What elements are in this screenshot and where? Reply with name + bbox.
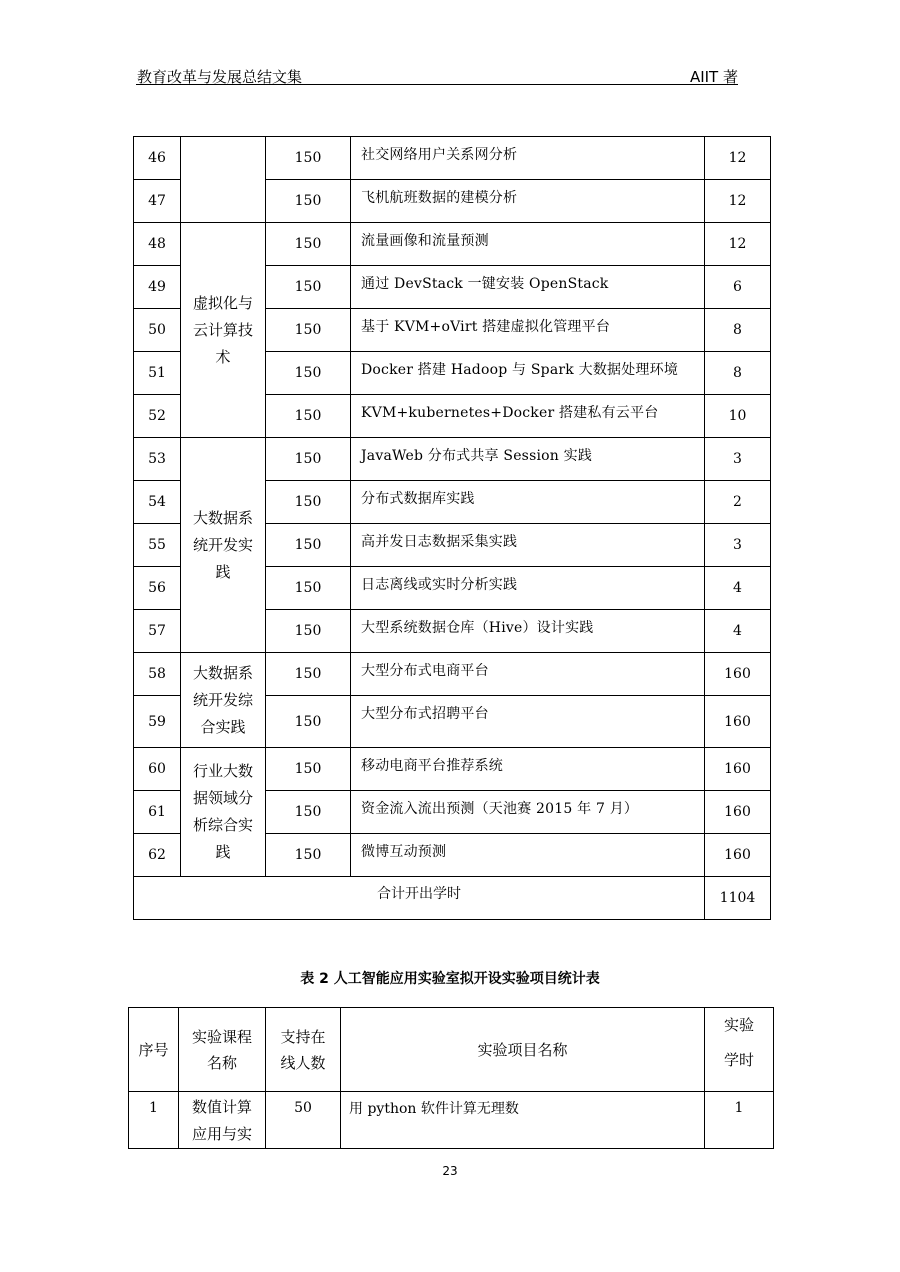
course-line: 统开发实 (192, 535, 253, 554)
hours-cell: 6 (705, 266, 771, 309)
hours-cell: 160 (705, 748, 771, 791)
people-cell: 150 (266, 791, 351, 834)
people-cell: 150 (266, 524, 351, 567)
row-number: 57 (134, 610, 181, 653)
row-number: 48 (134, 223, 181, 266)
table2-caption: 表 2 人工智能应用实验室拟开设实验项目统计表 (300, 971, 600, 987)
people-cell: 150 (266, 395, 351, 438)
course-line: 析综合实 (192, 816, 253, 834)
header-line: 实验 (723, 1016, 754, 1034)
row-number: 1 (129, 1092, 179, 1149)
header-line: 线人数 (280, 1053, 326, 1072)
row-number: 50 (134, 309, 181, 352)
people-cell: 150 (266, 610, 351, 653)
people-cell: 150 (266, 180, 351, 223)
people-cell: 150 (266, 309, 351, 352)
project-name: JavaWeb 分布式共享 Session 实践 (351, 438, 705, 481)
header-author: AIIT 著 (689, 68, 738, 86)
course-industry-big-data (181, 748, 266, 877)
course-line: 术 (215, 347, 231, 366)
hours-cell: 8 (705, 309, 771, 352)
page-number: 23 (442, 1164, 458, 1178)
course-line: 大数据系 (192, 508, 253, 527)
course-line: 践 (215, 843, 231, 861)
people-cell: 150 (266, 567, 351, 610)
course-line: 合实践 (200, 717, 246, 736)
people-cell: 150 (266, 223, 351, 266)
row-number: 47 (134, 180, 181, 223)
project-name: 大型分布式招聘平台 (351, 696, 705, 748)
project-name: 大型系统数据仓库（Hive）设计实践 (351, 610, 705, 653)
people-cell: 150 (266, 352, 351, 395)
project-name: 分布式数据库实践 (351, 481, 705, 524)
hours-cell: 10 (705, 395, 771, 438)
course-big-data-system-dev (181, 438, 266, 653)
hours-cell: 160 (705, 834, 771, 877)
course-line: 统开发综 (192, 690, 253, 709)
table-row (134, 748, 771, 791)
hours-cell: 3 (705, 438, 771, 481)
project-name: 社交网络用户关系网分析 (351, 137, 705, 180)
hours-cell: 160 (705, 791, 771, 834)
course-line: 虚拟化与 (192, 293, 253, 312)
table-header-row (129, 1008, 774, 1092)
hours-cell: 1 (705, 1092, 774, 1149)
row-number: 58 (134, 653, 181, 696)
row-number: 46 (134, 137, 181, 180)
row-number: 52 (134, 395, 181, 438)
header-line: 名称 (206, 1053, 237, 1072)
course-big-data-comprehensive (181, 653, 266, 748)
total-label: 合计开出学时 (134, 877, 705, 920)
project-name: 大型分布式电商平台 (351, 653, 705, 696)
header-line: 学时 (723, 1051, 754, 1069)
course-line: 行业大数 (192, 762, 253, 780)
course-line: 大数据系 (192, 663, 253, 682)
project-name: Docker 搭建 Hadoop 与 Spark 大数据处理环境 (351, 352, 705, 395)
project-name: 微博互动预测 (351, 834, 705, 877)
hours-cell: 12 (705, 180, 771, 223)
total-hours: 1104 (705, 877, 771, 920)
hours-cell: 2 (705, 481, 771, 524)
project-name: KVM+kubernetes+Docker 搭建私有云平台 (351, 395, 705, 438)
hours-cell: 3 (705, 524, 771, 567)
row-number: 56 (134, 567, 181, 610)
header-no: 序号 (129, 1008, 179, 1092)
header-title: 教育改革与发展总结文集 (137, 68, 303, 86)
hours-cell: 12 (705, 223, 771, 266)
table-row (134, 137, 771, 180)
project-name: 基于 KVM+oVirt 搭建虚拟化管理平台 (351, 309, 705, 352)
project-name: 流量画像和流量预测 (351, 223, 705, 266)
course-line: 云计算技 (192, 320, 253, 339)
course-line: 践 (215, 562, 231, 581)
table-row (134, 653, 771, 696)
row-number: 62 (134, 834, 181, 877)
hours-cell: 4 (705, 610, 771, 653)
project-name: 用 python 软件计算无理数 (341, 1092, 705, 1149)
people-cell: 150 (266, 137, 351, 180)
people-cell: 150 (266, 834, 351, 877)
course-line: 数值计算 (191, 1098, 252, 1116)
hours-cell: 4 (705, 567, 771, 610)
people-cell: 150 (266, 653, 351, 696)
project-name: 资金流入流出预测（天池赛 2015 年 7 月） (351, 791, 705, 834)
people-cell: 150 (266, 266, 351, 309)
hours-cell: 8 (705, 352, 771, 395)
people-cell: 150 (266, 696, 351, 748)
header-people (266, 1008, 341, 1092)
row-number: 54 (134, 481, 181, 524)
ai-lab-experiment-table (128, 1007, 774, 1149)
project-name: 移动电商平台推荐系统 (351, 748, 705, 791)
row-number: 59 (134, 696, 181, 748)
table-row (134, 438, 771, 481)
row-number: 53 (134, 438, 181, 481)
row-number: 61 (134, 791, 181, 834)
hours-cell: 12 (705, 137, 771, 180)
experiment-table-continued (133, 136, 771, 920)
project-name: 飞机航班数据的建模分析 (351, 180, 705, 223)
row-number: 49 (134, 266, 181, 309)
people-cell: 150 (266, 438, 351, 481)
project-name: 通过 DevStack 一键安装 OpenStack (351, 266, 705, 309)
hours-cell: 160 (705, 653, 771, 696)
table-row (134, 223, 771, 266)
row-number: 51 (134, 352, 181, 395)
header-hours (705, 1008, 774, 1092)
hours-cell: 160 (705, 696, 771, 748)
header-rule (136, 84, 738, 85)
header-project: 实验项目名称 (341, 1008, 705, 1092)
course-virtualization-cloud (181, 223, 266, 438)
course-name (179, 1092, 266, 1149)
project-name: 高并发日志数据采集实践 (351, 524, 705, 567)
project-name: 日志离线或实时分析实践 (351, 567, 705, 610)
course-line: 据领域分 (192, 789, 253, 807)
header-line: 支持在 (280, 1027, 326, 1046)
people-cell: 150 (266, 481, 351, 524)
people-cell: 150 (266, 748, 351, 791)
row-number: 60 (134, 748, 181, 791)
header-line: 实验课程 (191, 1027, 252, 1046)
people-cell: 50 (266, 1092, 341, 1149)
course-line: 应用与实 (191, 1125, 252, 1143)
course-cell-empty (181, 137, 266, 223)
header-course (179, 1008, 266, 1092)
table-row (129, 1092, 774, 1149)
total-row (134, 877, 771, 920)
row-number: 55 (134, 524, 181, 567)
